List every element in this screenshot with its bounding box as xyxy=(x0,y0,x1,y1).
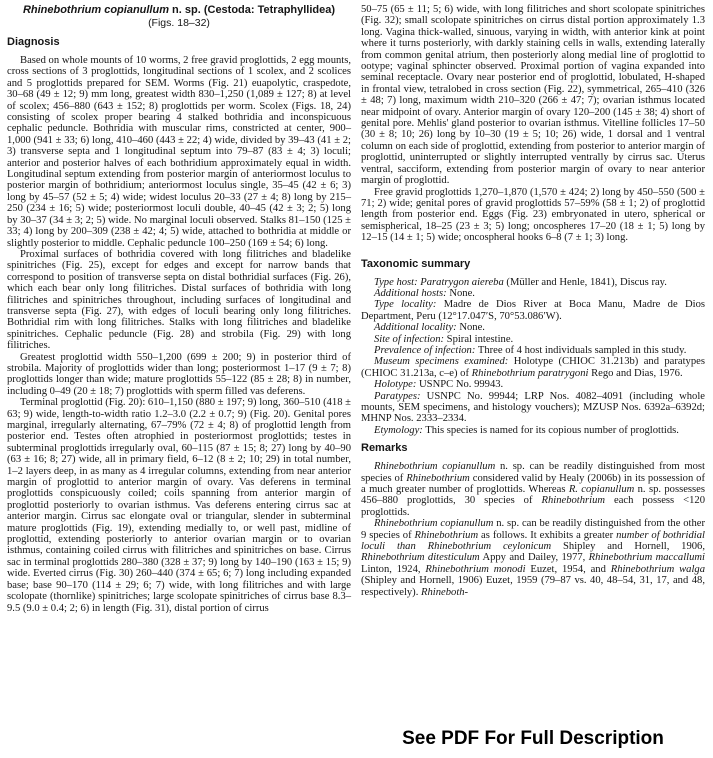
paratypes-entry: Paratypes: USNPC No. 99944; LRP Nos. 4082–4091 (including whole mounts, SEM specimens, and histology vouchers); MZUSP Nos. 6392a–6392d; MHNP Nos. 2333–2334. xyxy=(361,390,705,425)
taxonomic-summary-heading: Taxonomic summary xyxy=(361,257,471,270)
see-pdf-notice: See PDF For Full Description xyxy=(402,728,664,749)
diagnosis-paragraph-4: Terminal proglottid (Fig. 20): 610–1,150 (880 ± 197; 9) long, 360–510 (418 ± 63; 9) wide, length-to-width ratio 1.2–3.0 (2.2 ± 0.7; 9) (Fig. 20). Genital pores marginal, irregularly alternating, 67–79% (72 ± 4; 8) of proglottid length from posterior end. Testes often atrophied in posteriormost proglottids; testes in subterminal proglottids irregularly oval, 60–115 (87 ± 15; 8; 27) long by 40–90 (63 ± 16; 8; 27) wide, all in primary field, 6–12 (8 ± 2; 10; 29) in total number, 1–2 layers deep, in as many as 4 irregular columns, extending from near anterior margin of proglottid to anterior margin of ovary. Vas deferens in terminal proglottids conspicuously coiled; coils spanning from anterior margin of proglottid posteriorly to ovarian isthmus. Vas deferens entering cirrus sac at anterior margin. Cirrus sac elongate oval or triangular, slender in subterminal mature proglottids (Fig. 19), extending medially to, or well past, midline of proglottid, extending posteriorly to anterior ovarian margin or to ovarian isthmus, containing coiled cirrus with filitriches and spinitriches on base. Cirrus sac in terminal proglottids 280–380 (328 ± 37; 9) long by 140–190 (163 ± 15; 9) wide. Everted cirrus (Fig. 30) 260–440 (374 ± 65; 6; 7) long including expanded base; base 90–170 (114 ± 29; 6; 7) wide, with long filitriches and with large scolopate (thornlike) spinitriches; large scolopate spinitriches of cirrus base 8.3–9.5 (9.0 ± 0.4; 2; 6) in length (Fig. 31), distal portion of cirrus xyxy=(7,397,351,614)
species-title: Rhinebothrium copianullum n. sp. (Cestoda: Tetraphyllidea) xyxy=(22,4,336,16)
additional-locality-entry: Additional locality: None. xyxy=(374,322,485,334)
gravid-proglottids-paragraph: Free gravid proglottids 1,270–1,870 (1,570 ± 424; 2) long by 450–550 (500 ± 71; 2) wide; genital pores of gravid proglottids 57–59% (58 ± 1; 2) of proglottid length from posterior end. Eggs (Fig. 23) embryonated in utero, spherical or semispherical, 18–25 (23 ± 3; 5) long; oncospheres 17–20 (18 ± 1; 5) long by 12–15 (14 ± 1; 5) wide; oncospheral hooks 6–8 (7 ± 1; 3) long. xyxy=(361,186,705,244)
diagnosis-continuation-paragraph: 50–75 (65 ± 11; 5; 6) wide, with long filitriches and short scolopate spinitriches (Fig. 32); small scolopate spinitriches on cirrus distal portion approximately 1.3 long. Vagina thick-walled, sinuous, varying in width, with anterior kink at point where it turns posteriorly, with darkly staining cells in walls, extending laterally from common genital atrium, then posteriorly along medial line of proglottid to ootype; vaginal sphincter observed. Proximal portion of vagina expanded into seminal receptacle. Ovary near posterior end of proglottid, lobulated, H-shaped in frontal view, tetralobed in cross section (Fig. 22), symmetrical, 265–410 (326 ± 48; 7) long, maximum width 210–320 (266 ± 47; 7); ovarian isthmus located near midpoint of ovary. Anterior margin of ovary 120–200 (145 ± 38; 4) short of genital pore. Mehlis' gland posterior to ovarian isthmus. Vitelline follicles 17–50 (30 ± 8; 10; 26) long by 10–30 (19 ± 5; 10; 26) wide, 1 dorsal and 1 ventral column on each side of proglottid, extending from posterior to anterior margin of proglottid, uninterrupted or slightly interrupted ventrally by cirrus sac. Uterus ventral, sacciform, extending from posterior margin of ovary to near anterior margin of proglottid. xyxy=(361,4,705,187)
remarks-heading: Remarks xyxy=(361,442,408,455)
diagnosis-paragraph-3: Greatest proglottid width 550–1,200 (699 ± 200; 9) in posterior third of strobila. Majority of proglottids wider than long; posteriormost 1–17 (9 ± 7; 8) proglottids longer than wide; mature proglottids 55–122 (85 ± 28; 8) in number, including 0–49 (20 ± 18; 7) proglottids with sperm filled vas deferens. xyxy=(7,351,351,397)
remarks-paragraph-2: Rhinebothrium copianullum n. sp. can be readily distinguished from the other 9 species of Rhinebothrium as follows. It exhibits a greater number of bothridial loculi than Rhinebothrium ceylonicum Shipley and Hornell, 1906, Rhinebothrium ditesticulum Appy and Dailey, 1977, Rhinebothrium maccallumi Linton, 1924, Rhinebothrium monodi Euzet, 1954, and Rhinebothrium walga (Shipley and Hornell, 1906) Euzet, 1959 (79–87 vs. 40, 48–54, 31, 17, and 48, respectively). Rhineboth- xyxy=(361,518,706,598)
remarks-paragraph-1: Rhinebothrium copianullum n. sp. can be readily distinguished from most species of Rhinebothrium considered valid by Healy (2006b) in its possession of a much greater number of proglottids. Whereas R. copianullum n. sp. possesses 456–880 proglottids, 30 species of Rhinebothrium each possess <120 proglottids. xyxy=(361,461,706,518)
diagnosis-paragraph-2: Proximal surfaces of bothridia covered with long filitriches and bladelike spinitriches (Fig. 25), except for edges and except for narrow bands that correspond to position of transverse septa on distal bothridial surfaces (Fig. 26), which each bear only long filitriches. Distal surfaces of bothridia with long filitriches and spinitriches throughout, including surfaces of longitudinal and transverse septa (Fig. 27), with edges of loculi bearing only long filitriches. Bothridial rim with long filitriches. Stalks with long filitriches and bladelike spinitriches. Cephalic peduncle (Fig. 28) and strobila (Fig. 29) with long filitriches. xyxy=(7,248,351,352)
etymology-entry: Etymology: This species is named for its copious number of proglottids. xyxy=(374,424,679,436)
site-of-infection-entry: Site of infection: Spiral intestine. xyxy=(374,333,514,345)
type-host-entry: Type host: Paratrygon aiereba (Müller and Henle, 1841), Discus ray. xyxy=(374,276,667,288)
museum-specimens-entry: Museum specimens examined: Holotype (CHIOC 31.213b) and paratypes (CHIOC 31.213a, c–e) of Rhinebothrium paratrygoni Rego and Dias, 1976. xyxy=(361,356,705,379)
right-column xyxy=(361,4,705,752)
diagnosis-heading: Diagnosis xyxy=(7,36,60,48)
diagnosis-paragraph-1: Based on whole mounts of 10 worms, 2 free gravid proglottids, 2 egg mounts, cross sections of 3 proglottids, longitudinal sections of 1 scolex, and 2 scolices and 5 proglottids prepared for SEM. Worms (Fig. 21) euapolytic, craspedote, 30–68 (49 ± 12; 9) mm long, greatest width 830–1,250 (1,089 ± 127; 8) at level of scolex; 456–880 (643 ± 152; 8) proglottids per worm. Scolex (Figs. 18, 24) consisting of scolex proper bearing 4 stalked bothridia and inconspicuous cephalic peduncle. Bothridia with muscular rims, constricted at center, 900–1,000 (941 ± 33; 6) long, 410–460 (443 ± 22; 4) wide, divided by 39–43 (41 ± 2; 3) transverse septa and 1 longitudinal septum into 79–87 (83 ± 4; 3) loculi; anterior and posterior halves of each bothridium approximately equal in width. Longitudinal septum extending from posterior margin of anteriormost loculus to posterior margin of bothridium; anteriormost loculus single, 35–45 (42 ± 6; 3) long by 45–57 (52 ± 5; 4) wide; widest loculus 20–33 (27 ± 4; 8) long by 215–250 (234 ± 16; 5) wide; posteriormost loculi double, 40–45 (42 ± 3; 2; 5) long by 30–37 (34 ± 3; 2; 5) wide. No marginal loculi observed. Stalks 81–150 (125 ± 33; 4) long by 200–309 (238 ± 42; 4; 5) wide, attached to bothridia at middle or slightly posterior to middle. Cephalic peduncle 100–250 (169 ± 54; 6) long. xyxy=(7,55,351,249)
article-title xyxy=(7,4,351,29)
additional-hosts-entry: Additional hosts: None. xyxy=(374,287,475,299)
holotype-entry: Holotype: USNPC No. 99943. xyxy=(374,379,504,391)
type-locality-entry: Type locality: Madre de Dios River at Boca Manu, Madre de Dios Department, Peru (12°17.047′S, 70°53.086′W). xyxy=(361,299,705,322)
prevalence-of-infection-entry: Prevalence of infection: Three of 4 host individuals sampled in this study. xyxy=(374,344,687,356)
figures-reference: (Figs. 18–32) xyxy=(148,17,210,29)
left-column xyxy=(7,4,351,752)
